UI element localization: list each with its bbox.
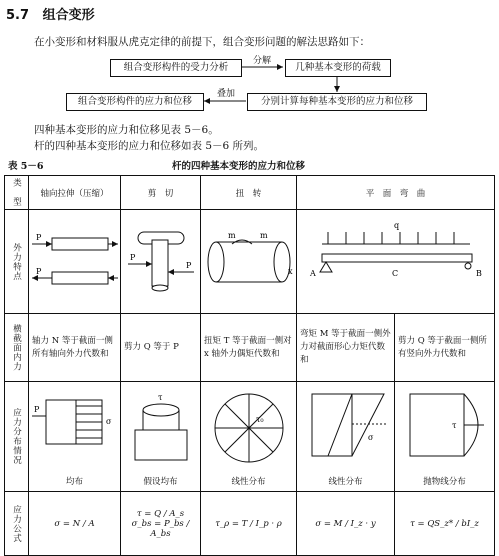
intro-text: 在小变形和材料服从虎克定律的前提下，组合变形问题的解法思路如下： bbox=[34, 36, 370, 48]
formula-shear-force: τ = QS_z* / bI_z bbox=[395, 492, 495, 556]
formula-moment: σ = M / I_z · y bbox=[297, 492, 395, 556]
internal-shear-force: 剪力 Q 等于截面一侧所有竖向外力代数和 bbox=[398, 335, 487, 359]
header-axial: 轴向拉伸（压缩） bbox=[29, 176, 121, 210]
note-two: 杆的四种基本变形的应力和位移如表 5－6 所列。 bbox=[34, 140, 265, 152]
internal-axial: 轴力 N 等于截面一侧所有轴向外力代数和 bbox=[32, 335, 113, 359]
shear-p-label-1: P bbox=[129, 253, 135, 262]
dist-axial-p: P bbox=[33, 405, 39, 414]
shear-load-diagram bbox=[121, 210, 201, 314]
flow-box-combined-result: 组合变形构件的应力和位移 bbox=[66, 93, 204, 111]
flow-label-decompose: 分解 bbox=[253, 56, 272, 66]
flow-arrows bbox=[0, 0, 499, 130]
flow-box-compute-each: 分别计算每种基本变形的应力和位移 bbox=[247, 93, 427, 111]
shearforce-dist-cell bbox=[395, 382, 495, 492]
section-title: 组合变形 bbox=[42, 8, 95, 23]
shear-p-label-2: P bbox=[185, 261, 191, 270]
formula-shear bbox=[121, 492, 201, 556]
axial-dist-cell bbox=[29, 382, 121, 492]
torsion-m-label-2: m bbox=[259, 231, 268, 240]
bending-c-label: C bbox=[391, 269, 398, 278]
header-torsion: 扭 转 bbox=[201, 176, 297, 210]
bending-q-label: q bbox=[393, 221, 399, 230]
formula-axial: σ = N / A bbox=[29, 492, 121, 556]
table-title: 杆的四种基本变形的应力和位移 bbox=[172, 161, 306, 172]
dist-shearforce-tau: τ bbox=[451, 421, 456, 430]
row-label-dist: 应力分布情况 bbox=[5, 382, 29, 492]
row-label-formula: 应力公式 bbox=[5, 492, 29, 556]
internal-torsion: 扭矩 T 等于截面一侧对 x 轴外力偶矩代数和 bbox=[204, 335, 292, 359]
bending-load-diagram bbox=[297, 210, 495, 314]
bending-a-label: A bbox=[309, 269, 316, 278]
bending-b-label: B bbox=[475, 269, 482, 278]
dist-moment-sigma: σ bbox=[367, 433, 373, 442]
flow-box-force-analysis: 组合变形构件的受力分析 bbox=[110, 59, 242, 77]
header-shear: 剪 切 bbox=[121, 176, 201, 210]
header-category: 类 型 bbox=[5, 176, 29, 210]
shear-dist-cell bbox=[121, 382, 201, 492]
flow-box-basic-loads: 几种基本变形的荷载 bbox=[285, 59, 391, 77]
formula-shear-2: σ_bs = P_bs / A_bs bbox=[131, 518, 190, 539]
dist-axial-sigma: σ bbox=[105, 417, 111, 426]
deformation-table bbox=[4, 175, 495, 556]
dist-torsion-tau0: τ₀ bbox=[255, 415, 264, 424]
table-number: 表 5－6 bbox=[8, 161, 44, 172]
dist-shearforce-caption: 抛物线分布 bbox=[423, 477, 466, 487]
axial-load-diagram bbox=[29, 210, 121, 314]
torsion-x-label: x bbox=[287, 267, 293, 276]
dist-shear-tau: τ bbox=[157, 393, 162, 402]
header-bending: 平 面 弯 曲 bbox=[297, 176, 495, 210]
torsion-m-label-1: m bbox=[227, 231, 236, 240]
dist-torsion-caption: 线性分布 bbox=[231, 477, 266, 487]
row-label-load: 外力特点 bbox=[5, 210, 29, 314]
torsion-load-diagram bbox=[201, 210, 297, 314]
dist-moment-caption: 线性分布 bbox=[328, 477, 363, 487]
section-number: 5.7 bbox=[6, 8, 30, 23]
internal-shear: 剪力 Q 等于 P bbox=[124, 342, 179, 352]
dist-axial-caption: 均布 bbox=[65, 477, 83, 487]
internal-moment: 弯矩 M 等于截面一侧外力对截面形心力矩代数和 bbox=[300, 329, 391, 365]
moment-dist-cell bbox=[297, 382, 395, 492]
formula-shear-1: τ = Q / A_s bbox=[136, 508, 185, 519]
flow-label-superpose: 叠加 bbox=[217, 89, 236, 99]
torsion-dist-cell bbox=[201, 382, 297, 492]
row-label-internal: 横截面内力 bbox=[5, 314, 29, 382]
axial-p-label-1: P bbox=[35, 233, 41, 242]
note-one: 四种基本变形的应力和位移见表 5－6。 bbox=[34, 124, 219, 136]
dist-shear-caption: 假设均布 bbox=[143, 477, 178, 487]
axial-p-label-2: P bbox=[35, 267, 41, 276]
formula-torsion: τ_ρ = T / I_p · ρ bbox=[201, 492, 297, 556]
